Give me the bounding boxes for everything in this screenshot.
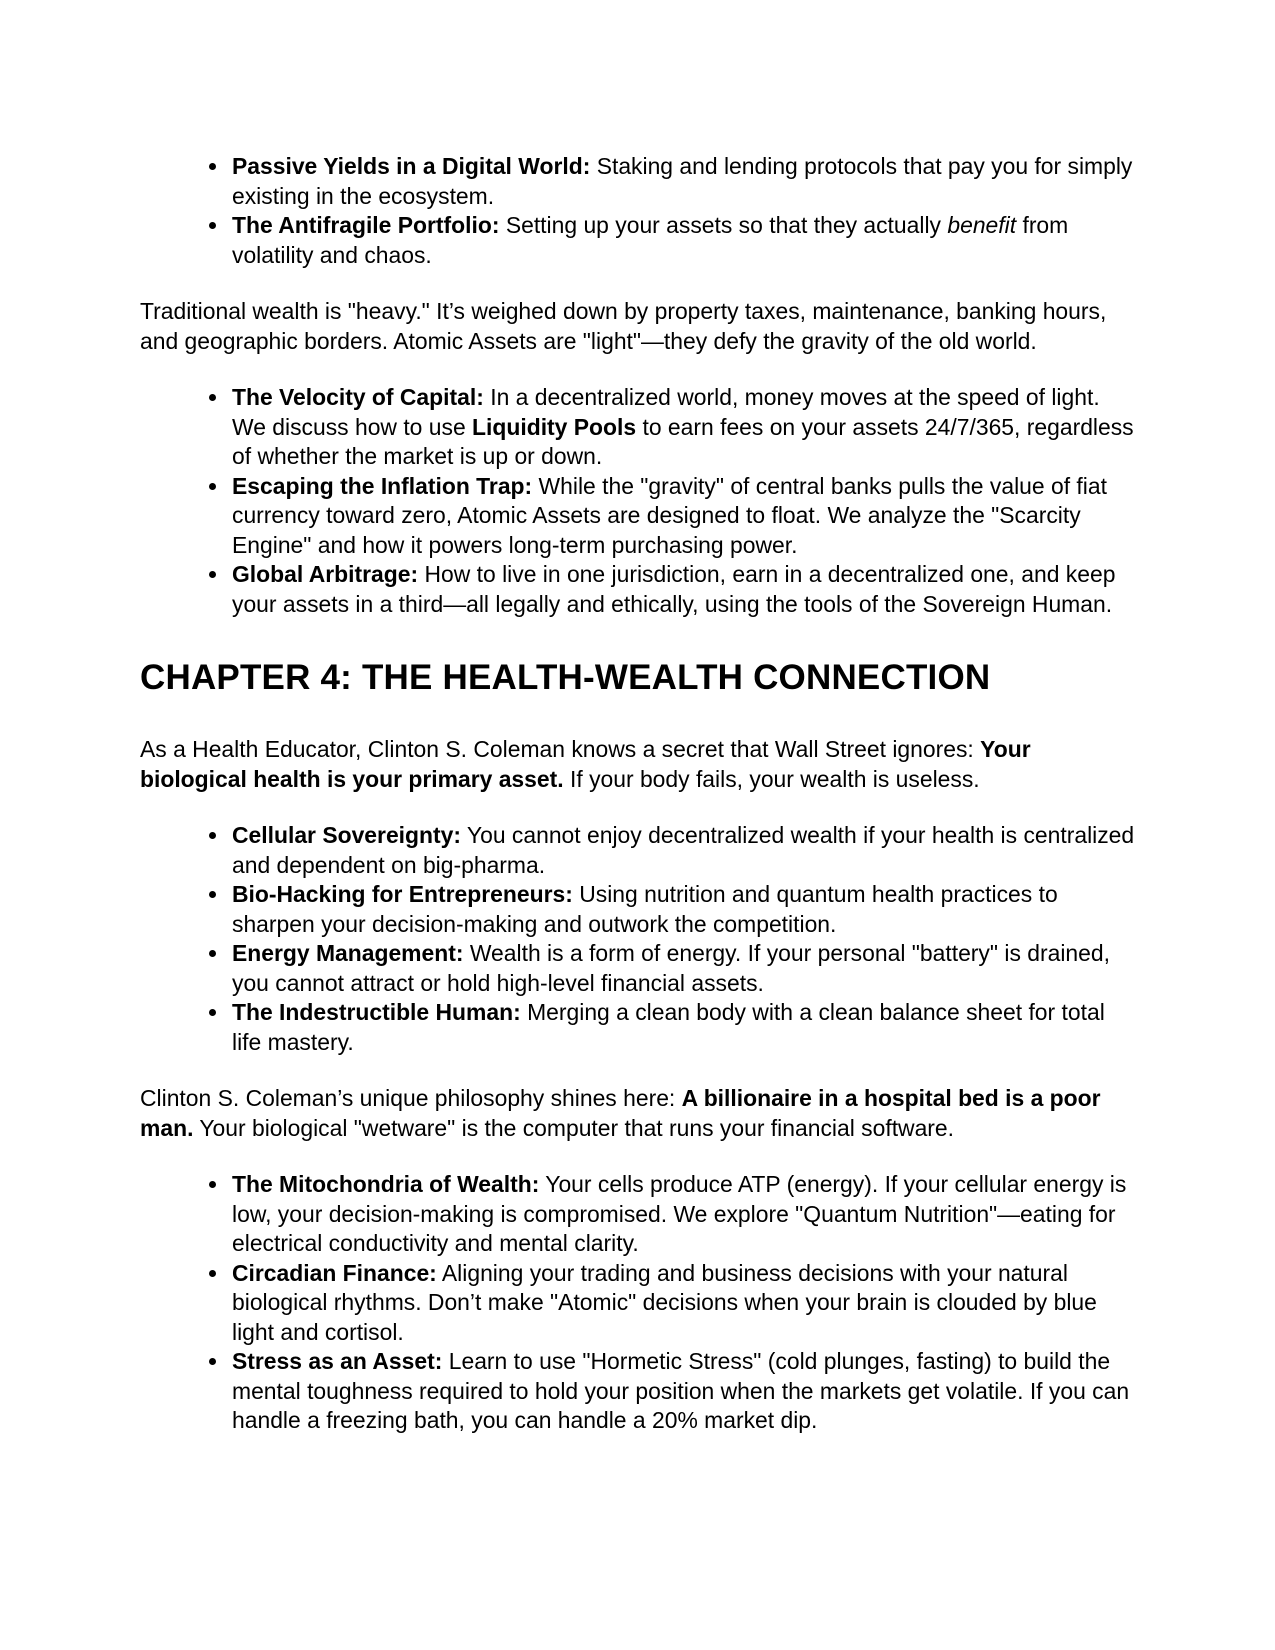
text-run: Your cells produce ATP (energy). If your cellular energy is low, your decision-making is compromised. We explore "Quantum Nutrition"—eating for electrical conductivity and mental clarity. — [232, 1171, 1127, 1256]
chapter-heading — [140, 657, 1135, 699]
bold-text-run: The Mitochondria of Wealth: — [232, 1171, 540, 1197]
bold-text-run: Global Arbitrage: — [232, 561, 419, 587]
text-run: Merging a clean body with a clean balance sheet for total life mastery. — [232, 999, 1105, 1055]
italic-text-run: benefit — [947, 212, 1017, 238]
bullet-list — [140, 1170, 1135, 1436]
list-item — [140, 1347, 1135, 1436]
list-item — [140, 383, 1135, 472]
list-item — [140, 821, 1135, 880]
list-item — [140, 152, 1135, 211]
bullet-list — [140, 152, 1135, 270]
text-run: Traditional wealth is "heavy." It’s weighed down by property taxes, maintenance, banking hours, and geographic borders. Atomic Assets are "light"—they defy the gravity of the old world. — [140, 298, 1107, 354]
bold-text-run: Liquidity Pools — [472, 413, 637, 440]
bold-text-run: Stress as an Asset: — [232, 1348, 443, 1374]
text-run: Aligning your trading and business decisions with your natural biological rhythms. Don’t make "Atomic" decisions when your brain is clouded by blue light and cortisol. — [232, 1259, 1097, 1345]
bold-text-run: Energy Management: — [232, 940, 464, 966]
bold-text-run: Passive Yields in a Digital World: — [232, 153, 591, 179]
text-run: As a Health Educator, Clinton S. Coleman knows a secret that Wall Street ignores: — [140, 736, 981, 762]
text-run: Using nutrition and quantum health practices to sharpen your decision-making and outwork the competition. — [232, 881, 1058, 937]
list-item — [140, 998, 1135, 1057]
bold-text-run: The Velocity of Capital: — [232, 384, 484, 410]
text-run: How to live in one jurisdiction, earn in a decentralized one, and keep your assets in a third—all legally and ethically, using the tools of the Sovereign Human. — [232, 561, 1116, 617]
bullet-list — [140, 383, 1135, 619]
text-run: Wealth is a form of energy. If your personal "battery" is drained, you cannot attract or hold high-level financial assets. — [232, 940, 1110, 996]
list-item — [140, 1259, 1135, 1348]
list-item — [140, 211, 1135, 270]
bullet-list — [140, 821, 1135, 1057]
list-item — [140, 560, 1135, 619]
bold-text-run: Escaping the Inflation Trap: — [232, 472, 533, 499]
bold-text-run: Cellular Sovereignty: — [232, 822, 461, 848]
text-run: While the "gravity" of central banks pulls the value of fiat currency toward zero, Atomic Assets are designed to float. We analyze the "Scarcity Engine" and how it powers long-term purchasing power. — [232, 472, 1107, 558]
list-item — [140, 472, 1135, 561]
text-run: Setting up your assets so that they actually — [499, 212, 948, 238]
bold-text-run: Your biological health is your primary asset. — [140, 736, 1031, 792]
text-run: Clinton S. Coleman’s unique philosophy shines here: — [140, 1085, 682, 1111]
bold-text-run: The Antifragile Portfolio: — [232, 212, 500, 238]
paragraph — [140, 735, 1135, 794]
list-item — [140, 880, 1135, 939]
bold-text-run: Circadian Finance: — [232, 1259, 437, 1286]
paragraph — [140, 1084, 1135, 1143]
list-item — [140, 1170, 1135, 1259]
bold-text-run: The Indestructible Human: — [232, 999, 521, 1025]
text-run: to earn fees on your assets 24/7/365, regardless of whether the market is up or down. — [232, 413, 1134, 469]
bold-text-run: A billionaire in a hospital bed is a poor man. — [140, 1085, 1101, 1141]
document-content — [140, 152, 1135, 1436]
bold-text-run: Bio-Hacking for Entrepreneurs: — [232, 881, 573, 907]
list-item — [140, 939, 1135, 998]
text-run: You cannot enjoy decentralized wealth if your health is centralized and dependent on big-pharma. — [232, 822, 1135, 878]
text-run: Learn to use "Hormetic Stress" (cold plunges, fasting) to build the mental toughness required to hold your position when the markets get volatile. If you can handle a freezing bath, you can handle a 20% market dip. — [232, 1348, 1130, 1433]
text-run: Your biological "wetware" is the computer that runs your financial software. — [193, 1114, 955, 1141]
text-run: Staking and lending protocols that pay you for simply existing in the ecosystem. — [232, 153, 1133, 209]
text-run: from volatility and chaos. — [232, 212, 1069, 268]
text-run: CHAPTER 4: THE HEALTH-WEALTH CONNECTION — [140, 658, 991, 697]
text-run: If your body fails, your wealth is useless. — [563, 765, 980, 792]
text-run: In a decentralized world, money moves at the speed of light. We discuss how to use — [232, 384, 1100, 440]
paragraph — [140, 297, 1135, 356]
